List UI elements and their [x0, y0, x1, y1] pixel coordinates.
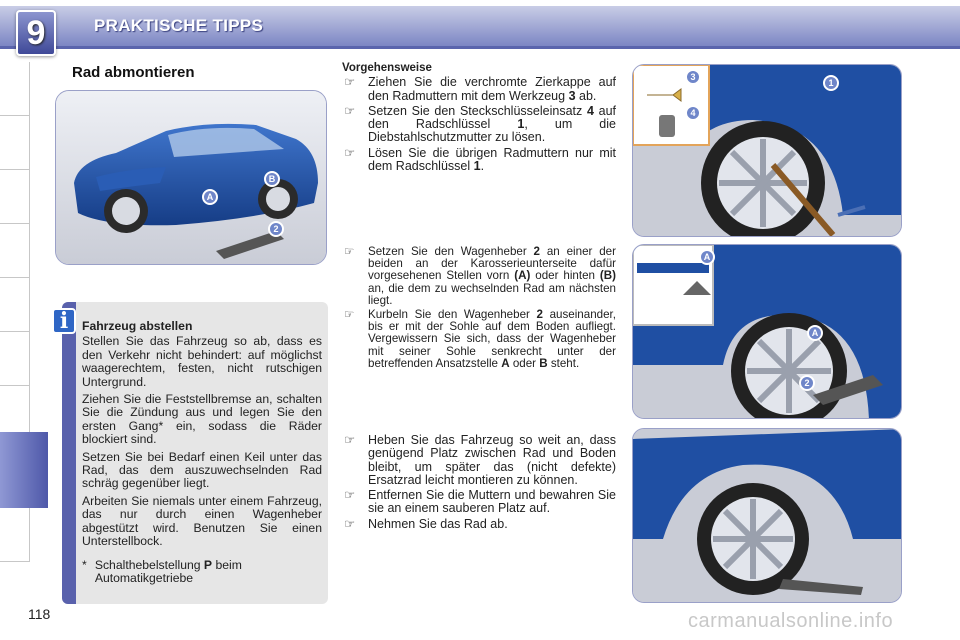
- header-rule: [0, 46, 960, 49]
- info-box-paragraph: Setzen Sie bei Bedarf einen Keil unter das Rad, das dem auszuwechselnden Rad schräg gegenüber liegt.: [82, 449, 322, 491]
- car-overview-illustration: [55, 90, 327, 265]
- info-box-footnote: [82, 559, 322, 586]
- chapter-tab-strip: [0, 62, 30, 582]
- step-text: Setzen Sie den Steckschlüsseleinsatz 4 auf den Radschlüssel 1, um die Diebstahlschutzmutter zu lösen.: [368, 103, 616, 145]
- procedure-heading: Vorgehensweise: [342, 62, 432, 74]
- procedure-step: [342, 76, 616, 103]
- callout-2-marker: 2: [799, 375, 815, 391]
- watermark: carmanualsonline.info: [688, 610, 894, 632]
- procedure-step: [342, 489, 616, 516]
- callout-3-marker: 3: [685, 69, 701, 85]
- procedure-step: [342, 309, 616, 370]
- callout-2-label: 2: [273, 224, 279, 234]
- callout-a-marker: A: [807, 325, 823, 341]
- wheel-nut-removal-svg: [633, 65, 902, 237]
- section-title: Rad abmontieren: [72, 64, 195, 81]
- step-text: Heben Sie das Fahrzeug so weit an, dass genügend Platz zwischen Rad und Boden bleibt, um später das (nicht defekte) Ersatzrad leicht montieren zu können.: [368, 433, 616, 487]
- hand-pointer-icon: ☞: [344, 245, 355, 258]
- procedure-step: [342, 518, 616, 531]
- jack-placement-svg: [633, 245, 902, 419]
- chapter-number: 9: [26, 13, 46, 52]
- info-box-accent-bar: [62, 302, 76, 604]
- info-box-text: [82, 320, 322, 585]
- step-text: Lösen Sie die übrigen Radmuttern nur mit dem Radschlüssel 1.: [368, 145, 616, 174]
- chapter-tab[interactable]: [0, 332, 30, 386]
- info-icon: i: [52, 308, 76, 334]
- chapter-tab[interactable]: [0, 278, 30, 332]
- hand-pointer-icon: ☞: [344, 145, 356, 160]
- hand-pointer-icon: ☞: [344, 103, 356, 118]
- step-text: Nehmen Sie das Rad ab.: [368, 516, 508, 531]
- page-number: 118: [28, 606, 51, 622]
- step-text: Kurbeln Sie den Wagenheber 2 auseinander, bis er mit der Sohle auf dem Boden aufliegt. Vergewissern Sie sich, dass der Wagenheber mit seiner Sohle senkrecht unter der betreffenden Ansatzstelle A oder B steht.: [368, 308, 616, 370]
- raised-car-illustration: [632, 428, 902, 603]
- hand-pointer-icon: ☞: [344, 433, 356, 447]
- chapter-tab[interactable]: [0, 170, 30, 224]
- step-text: Setzen Sie den Wagenheber 2 an einer der beiden an der Karosserieunterseite dafür vorgesehenen Stellen vorn (A) oder hinten (B) an, die dem zu wechselnden Rad am nächsten liegt.: [368, 245, 616, 307]
- procedure-step: [342, 246, 616, 307]
- chapter-tab[interactable]: [0, 116, 30, 170]
- info-box-title: Fahrzeug abstellen: [82, 319, 193, 333]
- chapter-tab[interactable]: [0, 508, 30, 562]
- procedure-block-3: [342, 434, 616, 531]
- info-box-paragraph: Arbeiten Sie niemals unter einem Fahrzeug, das nur durch einen Wagenheber abgestützt wird. Benutzen Sie einen Unterstellbock.: [82, 493, 322, 549]
- chapter-tab[interactable]: [0, 224, 30, 278]
- callout-4-marker: 4: [685, 105, 701, 121]
- procedure-block-1: [342, 62, 616, 173]
- raised-car-svg: [633, 429, 902, 603]
- wheel-nut-removal-illustration: [632, 64, 902, 237]
- info-box-paragraph: Stellen Sie das Fahrzeug so ab, dass es den Verkehr nicht behindert: auf möglichst waagerechtem, festen, nicht rutschigen Untergrund.: [82, 334, 322, 389]
- callout-a-marker: [202, 189, 218, 205]
- jack-placement-illustration: [632, 244, 902, 419]
- chapter-tab-active[interactable]: [0, 432, 48, 508]
- callout-a-label: A: [206, 192, 214, 202]
- callout-b-label: B: [268, 174, 276, 184]
- hand-pointer-icon: ☞: [344, 488, 356, 503]
- hand-pointer-icon: ☞: [344, 75, 356, 90]
- hand-pointer-icon: ☞: [344, 308, 355, 322]
- chapter-tab[interactable]: [0, 62, 30, 116]
- procedure-step: [342, 147, 616, 174]
- chapter-title: PRAKTISCHE TIPPS: [94, 16, 264, 35]
- info-box: [59, 302, 328, 604]
- step-text: Entfernen Sie die Muttern und bewahren Sie sie an einem sauberen Platz auf.: [368, 488, 616, 516]
- callout-2-marker: [268, 221, 284, 237]
- footnote-text: Schalthebelstellung P beim Automatikgetriebe: [94, 557, 242, 585]
- callout-b-marker: [264, 171, 280, 187]
- procedure-block-2: [342, 246, 616, 370]
- procedure-step: [342, 434, 616, 487]
- callout-a-marker: A: [699, 249, 715, 265]
- info-box-paragraph: Ziehen Sie die Feststellbremse an, schalten Sie die Zündung aus und legen Sie den ersten Gang* ein, sodass die Räder blockiert sind.: [82, 392, 322, 447]
- callout-1-marker: 1: [823, 75, 839, 91]
- car-overview-svg: [56, 91, 327, 265]
- footnote-mark: *: [82, 557, 87, 572]
- procedure-step: [342, 105, 616, 145]
- chapter-badge: [16, 10, 56, 56]
- hand-pointer-icon: ☞: [344, 516, 356, 531]
- step-text: Ziehen Sie die verchromte Zierkappe auf den Radmuttern mit dem Werkzeug 3 ab.: [368, 75, 616, 103]
